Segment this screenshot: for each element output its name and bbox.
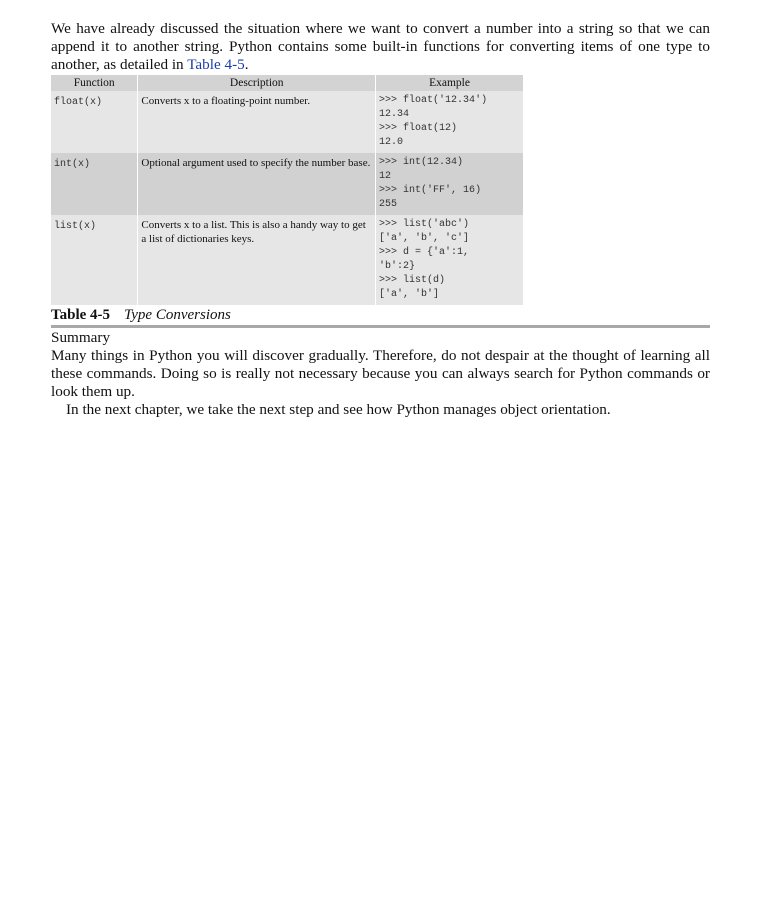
description-cell: Converts x to a floating-point number. <box>138 91 376 153</box>
intro-paragraph <box>51 20 710 74</box>
document-page <box>51 20 710 419</box>
summary-paragraph: Many things in Python you will discover gradually. Therefore, do not despair at the thought of learning all these commands. Doing so is really not necessary because you can always search for Python commands or look them up. <box>51 347 710 400</box>
example-line: 12 <box>379 171 392 182</box>
header-description: Description <box>138 75 376 91</box>
example-line: 12.0 <box>379 137 404 148</box>
header-function: Function <box>51 75 138 91</box>
caption-title: Type Conversions <box>124 307 231 323</box>
function-name: float(x) <box>54 97 103 108</box>
table-caption <box>51 306 710 324</box>
table-row <box>51 91 524 153</box>
example-line: 255 <box>379 199 398 210</box>
example-line: >>> list('abc') <box>379 219 470 230</box>
table-row <box>51 153 524 215</box>
table-row <box>51 215 524 305</box>
example-cell <box>376 215 524 305</box>
example-line: >>> list(d) <box>379 275 446 286</box>
intro-end: . <box>244 56 249 73</box>
example-line: ['a', 'b', 'c'] <box>379 233 470 244</box>
intro-text: We have already discussed the situation where we want to convert a number into a string so that we can append it to another string. Python contains some built-in functions for converting items of one type to another, as detailed in <box>51 20 710 73</box>
caption-number: Table 4-5 <box>51 307 111 323</box>
example-line: >>> float(12) <box>379 123 458 134</box>
section-divider <box>51 325 710 328</box>
example-line: >>> int('FF', 16) <box>379 185 482 196</box>
description-cell: Optional argument used to specify the number base. <box>138 153 376 215</box>
function-name: list(x) <box>54 221 97 232</box>
header-example: Example <box>376 75 524 91</box>
function-cell <box>51 215 138 305</box>
description-cell: Converts x to a list. This is also a handy way to get a list of dictionaries keys. <box>138 215 376 305</box>
function-name: int(x) <box>54 159 91 170</box>
example-line: >>> int(12.34) <box>379 157 464 168</box>
example-line: 12.34 <box>379 109 410 120</box>
example-line: >>> float('12.34') <box>379 95 488 106</box>
section-heading: Summary <box>51 329 111 346</box>
function-cell <box>51 153 138 215</box>
table-header-row <box>51 75 524 91</box>
type-conversions-table <box>51 75 524 305</box>
example-cell <box>376 91 524 153</box>
function-cell <box>51 91 138 153</box>
next-chapter-paragraph: In the next chapter, we take the next step and see how Python manages object orientation. <box>66 401 611 418</box>
example-line: ['a', 'b'] <box>379 289 440 300</box>
table-reference-link[interactable]: Table 4-5 <box>187 56 245 73</box>
example-cell <box>376 153 524 215</box>
example-line: >>> d = {'a':1, <box>379 247 470 258</box>
example-line: 'b':2} <box>379 261 416 272</box>
